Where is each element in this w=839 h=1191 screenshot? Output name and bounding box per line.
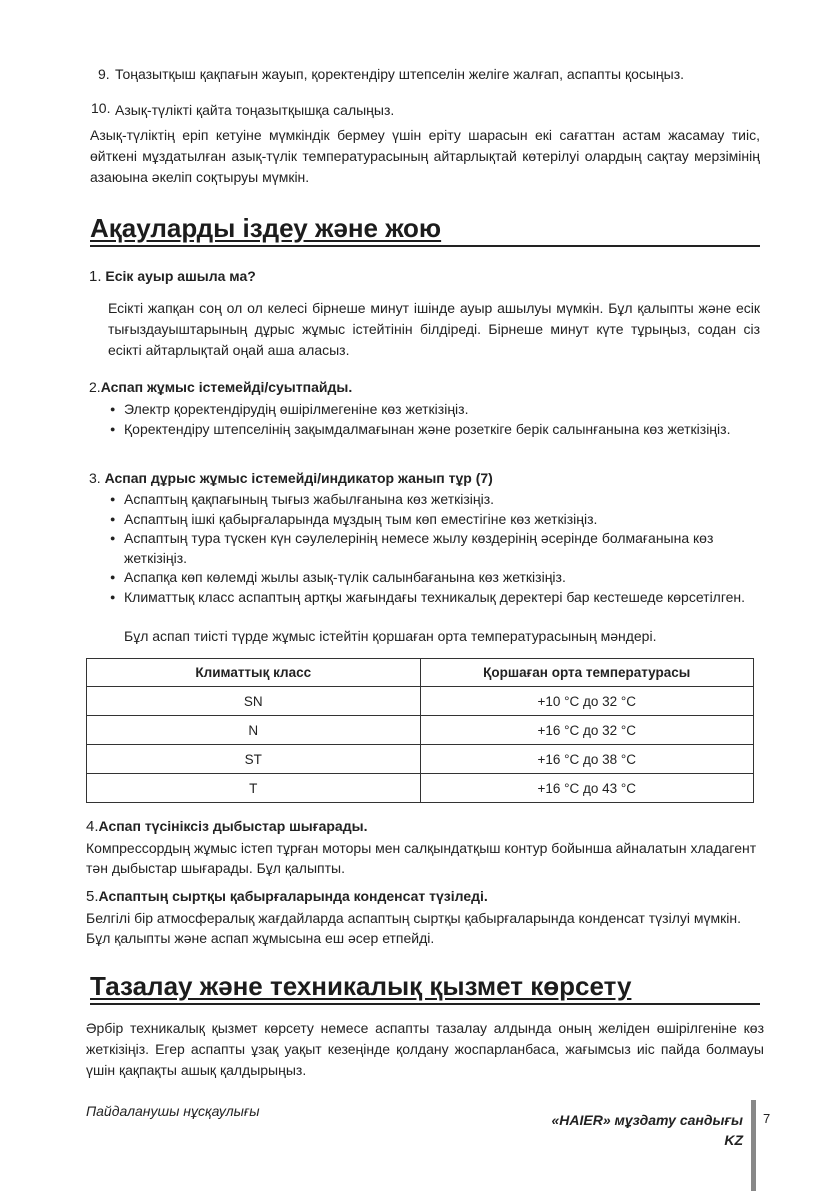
footer-product-name: «HAIER» мұздату сандығы	[551, 1112, 743, 1128]
issue-4-title: 4.Аспап түсініксіз дыбыстар шығарады.	[86, 818, 368, 835]
issue-2-number: 2.	[89, 379, 101, 395]
issue-1-title: 1. Есік ауыр ашыла ма?	[89, 268, 256, 285]
step-9	[98, 64, 738, 84]
issue-1-number: 1.	[89, 268, 102, 285]
issue-5-text: Белгілі бір атмосфералық жағдайларда аспаптың сыртқы қабырғаларында конденсат түзілуі мүмкін. Бұл қалыпты және аспап жұмысына еш әсер етпейді.	[86, 910, 741, 946]
table-row	[87, 716, 754, 745]
page-number: 7	[763, 1111, 771, 1126]
issue-1-text: Есікті жапқан соң ол ол келесі бірнеше минут ішінде ауыр ашылуы мүмкін. Бұл қалыпты және есік тығыздауыштарының дұрыс жұмыс істейтінін білдіреді. Бірнеше минут күте тұрыңыз, содан сіз есікті айтарлықтай оңай аша аласыз.	[108, 300, 760, 358]
issue-5-title: 5.Аспаптың сыртқы қабырғаларында конденсат түзіледі.	[86, 888, 488, 905]
footer-document-title: Пайдаланушы нұсқаулығы	[86, 1103, 260, 1119]
climate-class-table	[86, 658, 754, 803]
table-cell: +16 °C до 43 °C	[420, 774, 754, 803]
issue-4-text: Компрессордың жұмыс істеп тұрған моторы мен салқындатқыш контур бойынша айналатын хладагент тән дыбыстар шығарады. Бұл қалыпты.	[86, 840, 757, 876]
list-item: ● Аспаптың тура түскен күн сәулелерінің немесе жылу көздерінің әсерінде болмағанына көз жеткізіңіз.	[110, 529, 758, 568]
footer-product	[551, 1110, 743, 1150]
issue-3-number: 3.	[89, 470, 101, 486]
table-row	[87, 745, 754, 774]
step-10-text: Азық-түлікті қайта тоңазытқышқа салыңыз.	[115, 102, 395, 118]
issue-2-checklist	[110, 400, 758, 439]
cleaning-maintenance-heading: Тазалау және техникалық қызмет көрсету	[90, 969, 760, 1005]
step-10	[91, 100, 751, 120]
list-item: ● Аспаптың қақпағының тығыз жабылғанына көз жеткізіңіз.	[110, 490, 758, 510]
column-header-ambient-temperature: Қоршаған орта температурасы	[420, 659, 754, 687]
step-9-number: 9.	[98, 66, 110, 82]
defrost-warning-paragraph: Азық-түліктің еріп кетуіне мүмкіндік бермеу үшін еріту шарасын екі сағаттан астам жасамау тиіс, өйткені мұздатылған азық-түлік температурасының айтарлықтай көтерілуі олардың сақтау мерзімінің азаюына әкеліп соқтыруы мүмкін.	[90, 127, 760, 185]
issue-4-number: 4.	[86, 818, 99, 835]
climate-class-note: Бұл аспап тиісті түрде жұмыс істейтін қоршаған орта температурасының мәндері.	[124, 628, 657, 644]
issue-2-title: 2.Аспап жұмыс істемейді/суытпайды.	[89, 379, 353, 395]
step-9-text: Тоңазытқыш қақпағын жауып, қоректендіру штепселін желіге жалғап, аспапты қосыңыз.	[115, 66, 685, 82]
list-item: ● Климаттық класс аспаптың артқы жағындағы техникалық деректері бар кестешеде көрсетілген.	[110, 588, 758, 608]
cleaning-maintenance-text: Әрбір техникалық қызмет көрсету немесе аспапты тазалау алдында оның желіден өшірілгеніне көз жеткізіңіз. Егер аспапты ұзақ уақыт кезеңінде қолдану жоспарланбаса, жағымсыз иіс пайда болмауы үшін қақпақты ашық қалдырыңыз.	[86, 1020, 764, 1078]
table-cell: T	[87, 774, 421, 803]
list-item: ● Электр қоректендірудің өшірілмегеніне көз жеткізіңіз.	[110, 400, 758, 420]
list-item: ● Аспапқа көп көлемді жылы азық-түлік салынбағанына көз жеткізіңіз.	[110, 568, 758, 588]
table-cell: ST	[87, 745, 421, 774]
list-item: ● Қоректендіру штепселінің зақымдалмағынан және розеткіге берік салынғанына көз жеткізіңіз.	[110, 420, 758, 440]
table-row	[87, 687, 754, 716]
issue-3-checklist	[110, 490, 758, 607]
issue-3-title: 3. Аспап дұрыс жұмыс істемейді/индикатор жанып тұр (7)	[89, 470, 493, 486]
table-cell: +16 °C до 32 °C	[420, 716, 754, 745]
table-cell: +16 °C до 38 °C	[420, 745, 754, 774]
footer-language-code: KZ	[724, 1132, 743, 1148]
footer-divider-bar	[751, 1100, 756, 1191]
list-item: ● Аспаптың ішкі қабырғаларында мұздың тым көп еместігіне көз жеткізіңіз.	[110, 510, 758, 530]
column-header-climate-class: Климаттық класс	[87, 659, 421, 687]
table-row	[87, 774, 754, 803]
step-10-number: 10.	[91, 100, 111, 116]
table-cell: +10 °C до 32 °C	[420, 687, 754, 716]
issue-5-number: 5.	[86, 888, 99, 905]
troubleshooting-heading: Ақауларды іздеу және жою	[90, 211, 760, 247]
table-cell: SN	[87, 687, 421, 716]
table-cell: N	[87, 716, 421, 745]
table-header-row	[87, 659, 754, 687]
